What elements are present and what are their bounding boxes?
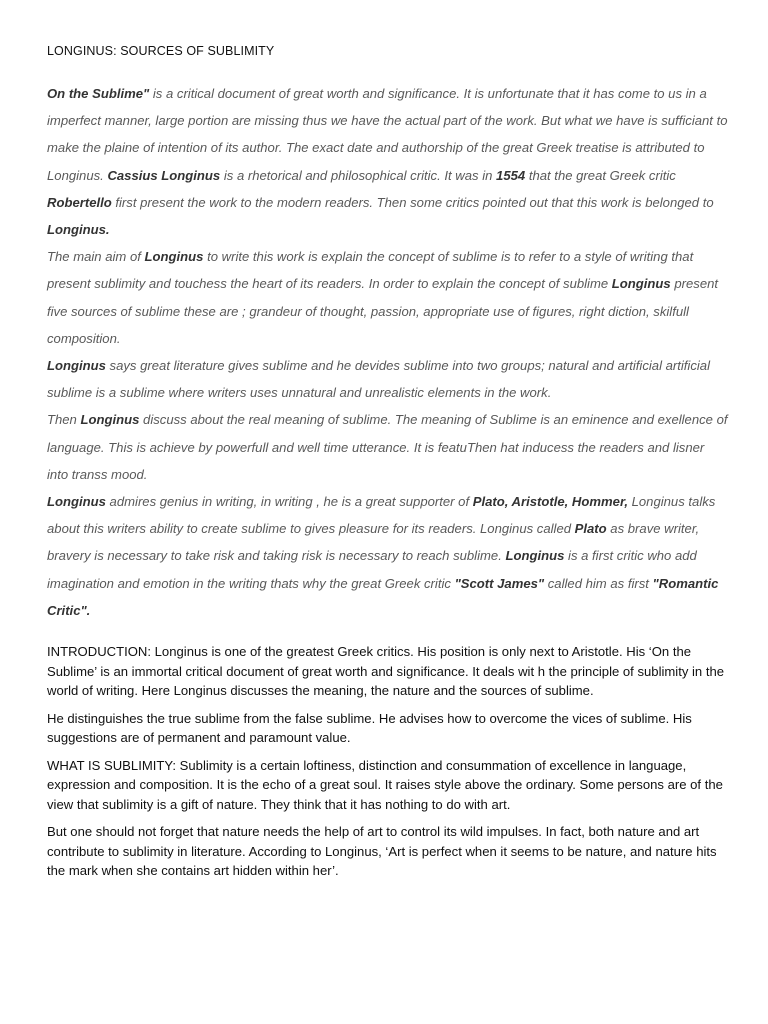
bold-text: On the Sublime" <box>47 86 150 101</box>
bold-text: "Romantic Critic". <box>47 575 719 618</box>
paragraph-main-aim <box>47 243 728 352</box>
bold-text: Longinus <box>505 548 565 564</box>
italic-section <box>47 80 728 624</box>
bold-text: 1554 <box>496 167 526 183</box>
body-text: says great literature gives sublime and he devides sublime into two groups; natural and artificial artificial sublime is a sublime where writers uses unnatural and unrealistic elements in the work. <box>47 358 710 401</box>
body-text: first present the work to the modern readers. Then some critics pointed out that this work is belonged to <box>111 194 714 210</box>
page-title: LONGINUS: SOURCES OF SUBLIMITY <box>47 44 275 58</box>
body-text: Then <box>47 412 81 428</box>
bold-text: Longinus <box>47 358 106 374</box>
paragraph-on-the-sublime <box>47 80 728 243</box>
bold-text: Robertello <box>47 194 112 210</box>
bold-text: "Scott James" <box>454 575 545 591</box>
bold-text: Longinus. <box>47 222 110 238</box>
body-text: discuss about the real meaning of sublime. The meaning of Sublime is an eminence and exellence of language. This is achieve by powerfull and well time utterance. It is featuThen hat inducess the readers and lisner into transs mood. <box>47 412 728 482</box>
paragraph-genius <box>47 488 728 624</box>
body-text: present five sources of sublime these are ; grandeur of thought, passion, appropriate use of figures, right diction, skilfull composition. <box>47 276 719 346</box>
paragraph-introduction: INTRODUCTION: Longinus is one of the greatest Greek critics. His position is only next to Aristotle. His ‘On the Sublime’ is an immortal critical document of great worth and significance. It deals wit h the principle of sublimity in the world of writing. Here Longinus discusses the meaning, the nature and the sources of sublime. <box>47 644 725 699</box>
paragraph-true-false-sublime: He distinguishes the true sublime from the false sublime. He advises how to overcome the vices of sublime. His suggestions are of permanent and paramount value. <box>47 710 692 746</box>
body-text: called him as first <box>544 575 653 591</box>
body-text: The main aim of <box>47 249 145 265</box>
bold-text: Longinus <box>611 276 671 292</box>
body-text: is a rhetorical and philosophical critic. It was in <box>220 167 497 183</box>
body-text: Longinus talks about this writers ability to create sublime to gives pleasure for its readers. Longinus called <box>47 494 716 537</box>
paragraph-what-is-sublimity: WHAT IS SUBLIMITY: Sublimity is a certain loftiness, distinction and consummation of excellence in language, expression and composition. It is the echo of a great soul. It raises style above the ordinary. Some persons are of the view that sublimity is a gift of nature. They think that it has nothing to do with art. <box>47 757 723 812</box>
plain-section <box>47 642 728 881</box>
body-text: as brave writer, bravery is necessary to take risk and taking risk is necessary to reach sublime. <box>47 521 700 564</box>
paragraph-two-groups <box>47 352 728 406</box>
body-text: that the great Greek critic <box>525 167 676 183</box>
body-text: is a critical document of great worth and significance. It is unfortunate that it has come to us in a imperfect manner, large portion are missing thus we have the actual part of the work. But what we have is sufficiant to make the plaine of intention of its author. The exact date and authorship of the great Greek treatise is attributed to Longinus. <box>47 86 728 183</box>
paragraph-real-meaning <box>47 406 728 488</box>
body-text: admires genius in writing, in writing , he is a great supporter of <box>105 494 473 510</box>
bold-text: Longinus <box>80 412 140 428</box>
bold-text: Longinus <box>47 494 106 510</box>
bold-text: Plato <box>574 521 607 537</box>
body-text: to write this work is explain the concept of sublime is to refer to a style of writing that present sublimity and touchess the heart of its readers. In order to explain the concept of sublime <box>47 249 694 292</box>
bold-text: Cassius Longinus <box>107 167 221 183</box>
paragraph-nature-and-art: But one should not forget that nature needs the help of art to control its wild impulses. In fact, both nature and art contribute to sublimity in literature. According to Longinus, ‘Art is perfect when it seems to be nature, and nature hits the mark when she contains art hidden within her’. <box>47 824 717 879</box>
bold-text: Plato, Aristotle, Hommer, <box>472 494 628 510</box>
body-text: is a first critic who add imagination and emotion in the writing thats why the great Greek critic <box>47 548 697 591</box>
bold-text: Longinus <box>144 249 204 265</box>
